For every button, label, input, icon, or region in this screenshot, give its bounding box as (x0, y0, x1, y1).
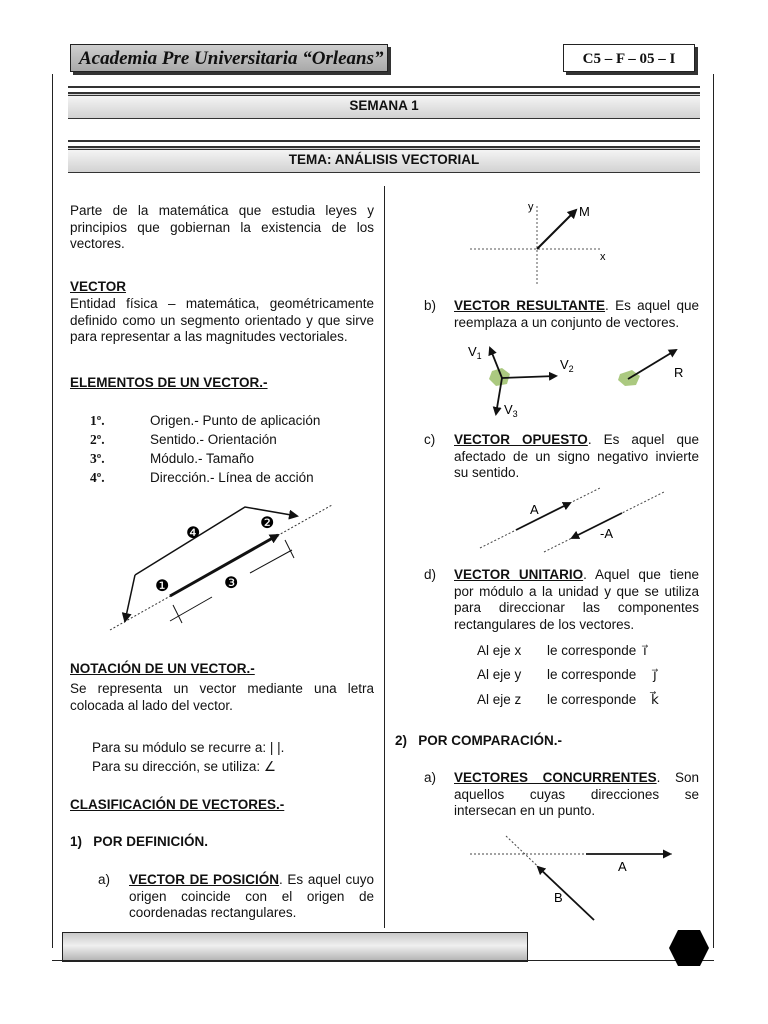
topic-band-rule (68, 140, 700, 147)
element-text: Sentido.- Orientación (150, 432, 277, 447)
marker-module: ❸ (224, 575, 239, 592)
vector-b (538, 867, 594, 920)
week-band-rule (68, 86, 700, 93)
position-vector-figure (462, 196, 632, 286)
notation-direccion: Para su dirección, se utiliza: ∠ (92, 759, 276, 774)
axis-label: Al eje z (477, 692, 522, 707)
unit-vector-table (477, 643, 697, 716)
notation-list (92, 738, 284, 776)
opposite-vector-figure (476, 486, 671, 554)
element-item (90, 449, 380, 468)
label-y: y (528, 201, 534, 213)
resultant-vector-name: VECTOR RESULTANTE (454, 298, 606, 313)
resultant-vector-text: . Es aquel que reemplaza a un conjunto de vectores. (454, 298, 699, 330)
unit-row-z (477, 692, 697, 716)
bullet: c) (424, 432, 436, 447)
module-line-left (170, 597, 212, 621)
element-num: 3º. (90, 451, 105, 466)
label-r: R (674, 365, 684, 380)
element-num: 2º. (90, 432, 105, 447)
relation-label: le corresponde (547, 692, 637, 707)
vector-elements-figure (100, 495, 340, 645)
relation-label: le corresponde (547, 643, 637, 658)
label-v2: $V_2$ (560, 357, 574, 374)
vector-r (628, 350, 676, 379)
element-text: Origen.- Punto de aplicación (150, 413, 321, 428)
bullet: d) (424, 567, 437, 582)
position-vector-m (537, 210, 576, 249)
footer-bar (62, 932, 528, 962)
unit-symbol-k: k⃗ (651, 692, 659, 707)
unit-vector-name: VECTOR UNITARIO (454, 567, 584, 582)
element-item (90, 430, 380, 449)
vector-a (516, 503, 570, 530)
label-m: M (579, 204, 590, 219)
classification-heading: CLASIFICACIÓN DE VECTORES.- (70, 797, 285, 812)
vector-heading: VECTOR (70, 279, 127, 294)
element-item (90, 411, 380, 430)
axis-label: Al eje x (477, 643, 522, 658)
unit-row-x (477, 643, 697, 667)
label-minus-a: -A (600, 526, 613, 541)
label-b: B (554, 890, 563, 905)
label-a: A (618, 859, 627, 874)
bullet: a) (98, 872, 111, 887)
label-x: x (600, 251, 606, 263)
notation-heading: NOTACIÓN DE UN VECTOR.- (70, 661, 255, 676)
label-v3: $V_3$ (504, 402, 518, 419)
column-divider (384, 186, 385, 928)
marker-direction: ❹ (186, 525, 201, 542)
footer-hexagon-icon (668, 929, 710, 967)
elements-heading: ELEMENTOS DE UN VECTOR.- (70, 375, 268, 390)
module-tick-left (173, 605, 182, 623)
intro-paragraph: Parte de la matemática que estudia leyes y principios que gobiernan la existencia de los vectores. (70, 203, 374, 251)
elements-list (90, 411, 380, 487)
element-num: 4º. (90, 470, 105, 485)
vector-definition: Entidad física – matemática, geométricamente definido como un segmento orientado y que sirve para representar a las magnitudes vectoriales. (70, 296, 374, 344)
by-definition-heading: 1) POR DEFINICIÓN. (70, 834, 209, 849)
element-text: Dirección.- Línea de acción (150, 470, 314, 485)
week-band: SEMANA 1 (68, 93, 700, 119)
label-v1: $V_1$ (468, 344, 482, 361)
unit-vector-text: . Aquel que tiene por módulo a la unidad y que se utiliza para direccionar las componentes rectangulares de los vectores. (454, 567, 699, 632)
module-tick-right (285, 540, 294, 558)
unit-vector-item (424, 567, 699, 632)
position-vector-name: VECTOR DE POSICIÓN (129, 872, 280, 887)
unit-row-y (477, 667, 697, 692)
concurrent-vectors-item (424, 770, 699, 818)
opposite-vector-name: VECTOR OPUESTO (454, 432, 588, 447)
resultant-vector-figure (460, 340, 700, 420)
bullet: a) (424, 770, 437, 785)
concurrent-vectors-name: VECTORES CONCURRENTES (454, 770, 657, 785)
concurrent-vectors-text: . Son aquellos cuyas direcciones se intersecan en un punto. (454, 770, 699, 818)
relation-label: le corresponde (547, 667, 637, 682)
position-vector-text: . Es aquel cuyo origen coincide con el origen de coordenadas rectangulares. (129, 872, 374, 920)
topic-band: TEMA: ANÁLISIS VECTORIAL (68, 147, 700, 173)
academy-title: Academia Pre Universitaria “Orleans” (70, 44, 388, 72)
vector-minus-a (572, 513, 622, 538)
element-item (90, 468, 380, 487)
footer-rule (52, 960, 714, 961)
element-num: 1º. (90, 413, 105, 428)
unit-symbol-i: i⃗ (643, 643, 647, 658)
marker-sense: ❷ (260, 515, 275, 532)
opposite-vector-item (424, 432, 699, 480)
position-vector-item (98, 872, 374, 920)
bullet: b) (424, 298, 437, 313)
marker-origin: ❶ (155, 578, 170, 595)
notation-modulo: Para su módulo se recurre a: | |. (92, 740, 285, 755)
module-line-right (250, 550, 292, 573)
concurrent-vectors-figure (466, 832, 676, 927)
direction-arrow-left (125, 575, 135, 621)
document-code: C5 – F – 05 – I (563, 44, 695, 72)
notation-text: Se representa un vector mediante una letra colocada al lado del vector. (70, 681, 374, 713)
unit-symbol-j: j⃗ (653, 667, 657, 682)
element-text: Módulo.- Tamaño (150, 451, 255, 466)
by-comparison-heading: 2) POR COMPARACIÓN.- (395, 733, 563, 748)
label-a: A (530, 502, 539, 517)
axis-label: Al eje y (477, 667, 522, 682)
resultant-vector-item (424, 298, 699, 330)
vector-v2 (502, 376, 556, 378)
opposite-vector-text: . Es aquel que afectado de un signo negativo invierte su sentido. (454, 432, 699, 480)
